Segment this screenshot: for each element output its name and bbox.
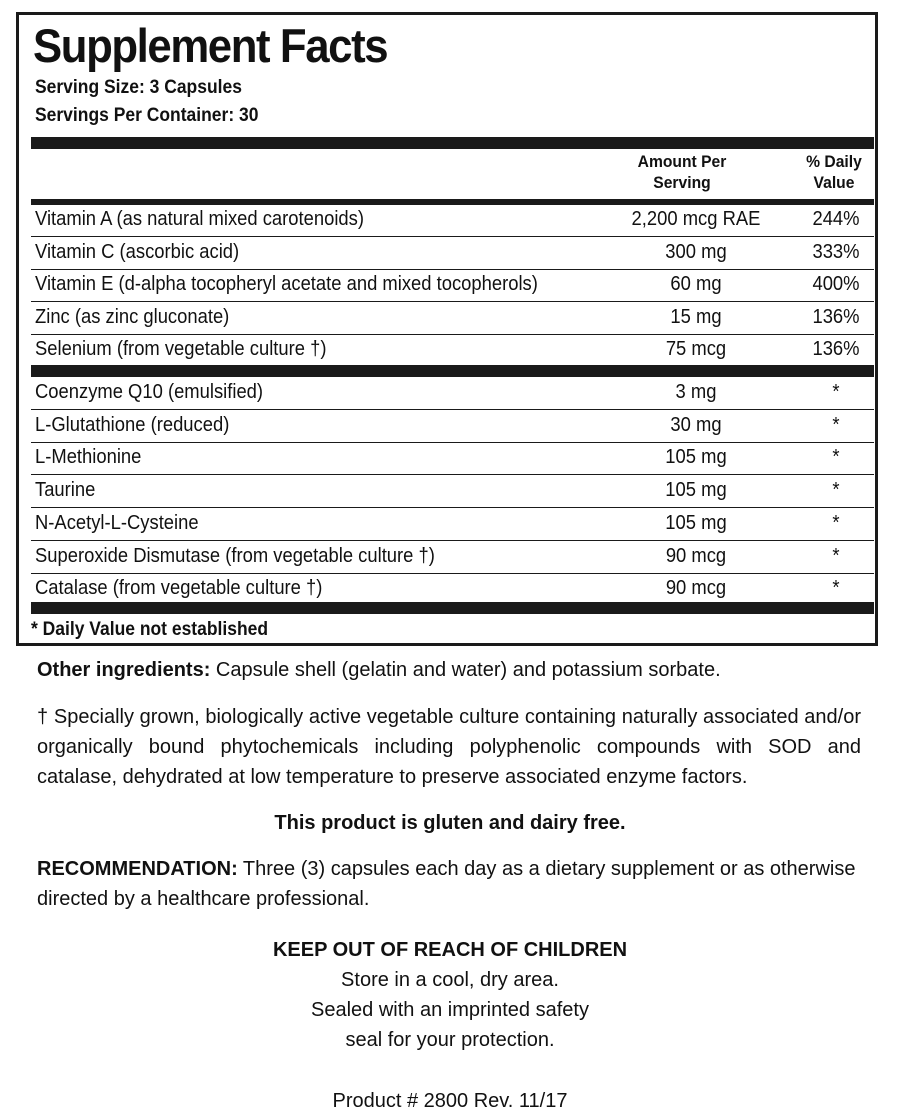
seal-line-2: seal for your protection. — [345, 1029, 555, 1051]
nutrient-daily-value: * — [832, 479, 840, 502]
nutrient-row — [31, 238, 874, 270]
nutrient-name: L-Glutathione (reduced) — [35, 413, 230, 436]
group-divider-bar — [31, 365, 874, 377]
other-ingredients-text: Capsule shell (gelatin and water) and potassium sorbate. — [210, 659, 721, 681]
nutrient-row — [31, 411, 874, 443]
nutrient-daily-value: * — [832, 511, 840, 534]
column-header-amount-line1: Amount Per — [637, 152, 727, 171]
header-divider-bar — [31, 137, 874, 149]
nutrient-row — [31, 205, 874, 237]
nutrient-row — [31, 378, 874, 410]
supplement-facts-panel — [16, 12, 878, 646]
nutrient-daily-value: * — [832, 381, 840, 403]
column-header-dv-line1: % Daily — [806, 152, 862, 171]
nutrient-name: Selenium (from vegetable culture †) — [35, 338, 327, 360]
nutrient-daily-value: 244% — [812, 208, 860, 230]
nutrient-name: Superoxide Dismutase (from vegetable culture †) — [35, 544, 435, 567]
nutrient-name: L-Methionine — [35, 446, 142, 469]
storage-warning-block — [0, 935, 900, 1055]
other-ingredients-label: Other ingredients: — [37, 659, 211, 681]
seal-line-1: Sealed with an imprinted safety — [311, 999, 589, 1021]
nutrient-row — [31, 509, 874, 541]
recommendation-text: Three (3) capsules each day as a dietary supplement or as otherwise directed by a healthcare professional. — [37, 858, 856, 910]
nutrient-row — [31, 303, 874, 335]
other-ingredients — [37, 655, 861, 685]
nutrient-daily-value: * — [832, 446, 840, 469]
column-header-daily-value — [793, 151, 876, 193]
nutrient-amount: 75 mcg — [665, 338, 727, 360]
nutrient-name: Catalase (from vegetable culture †) — [35, 577, 323, 600]
nutrient-daily-value: 136% — [812, 338, 860, 360]
nutrient-amount: 2,200 mcg RAE — [631, 208, 761, 230]
nutrient-name: Vitamin C (ascorbic acid) — [35, 240, 240, 263]
nutrient-daily-value: 400% — [812, 273, 860, 295]
nutrient-row — [31, 270, 874, 302]
servings-per-container: Servings Per Container: 30 — [35, 105, 259, 126]
nutrient-daily-value: 136% — [812, 305, 860, 328]
nutrient-row — [31, 542, 874, 574]
nutrient-row — [31, 476, 874, 508]
recommendation-label: RECOMMENDATION: — [37, 858, 238, 880]
nutrient-amount: 60 mg — [670, 273, 722, 295]
panel-title: Supplement Facts — [33, 19, 388, 72]
serving-size: Serving Size: 3 Capsules — [35, 77, 242, 98]
nutrient-daily-value: * — [832, 413, 840, 436]
nutrient-daily-value: * — [832, 577, 840, 600]
column-header-amount-line2: Serving — [653, 173, 711, 192]
nutrient-name: Vitamin E (d-alpha tocopheryl acetate and mixed tocopherols) — [35, 273, 538, 295]
nutrient-amount: 90 mcg — [665, 544, 727, 567]
nutrient-amount: 30 mg — [670, 413, 722, 436]
daily-value-footnote: * Daily Value not established — [31, 619, 269, 640]
nutrient-amount: 300 mg — [665, 240, 727, 263]
nutrient-amount: 15 mg — [670, 305, 722, 328]
nutrient-name: Zinc (as zinc gluconate) — [35, 305, 230, 328]
storage-line: Store in a cool, dry area. — [341, 969, 559, 991]
nutrient-row — [31, 443, 874, 475]
nutrient-name: Vitamin A (as natural mixed carotenoids) — [35, 208, 364, 230]
nutrient-daily-value: * — [832, 544, 840, 567]
nutrient-amount: 3 mg — [675, 381, 717, 403]
nutrient-amount: 105 mg — [665, 446, 727, 469]
bottom-divider-bar — [31, 602, 874, 614]
nutrient-amount: 90 mcg — [665, 577, 727, 600]
warning-heading: KEEP OUT OF REACH OF CHILDREN — [272, 939, 628, 961]
product-code: Product # 2800 Rev. 11/17 — [332, 1090, 568, 1112]
nutrient-daily-value: 333% — [812, 240, 860, 263]
nutrient-amount: 105 mg — [665, 479, 727, 502]
column-header-dv-line2: Value — [813, 173, 855, 192]
nutrient-name: N-Acetyl-L-Cysteine — [35, 511, 199, 534]
culture-note: † Specially grown, biologically active vegetable culture containing naturally associated and/or organically bound phytochemicals including polyphenolic compounds with SOD and catalase, dehydrated at low temperature to preserve associated enzyme factors. — [37, 706, 861, 788]
gluten-dairy-free-statement: This product is gluten and dairy free. — [274, 812, 626, 834]
nutrient-row — [31, 335, 874, 367]
nutrient-name: Taurine — [35, 479, 96, 502]
recommendation — [37, 854, 861, 914]
nutrient-amount: 105 mg — [665, 511, 727, 534]
nutrient-name: Coenzyme Q10 (emulsified) — [35, 381, 264, 403]
column-header-amount — [613, 151, 751, 193]
